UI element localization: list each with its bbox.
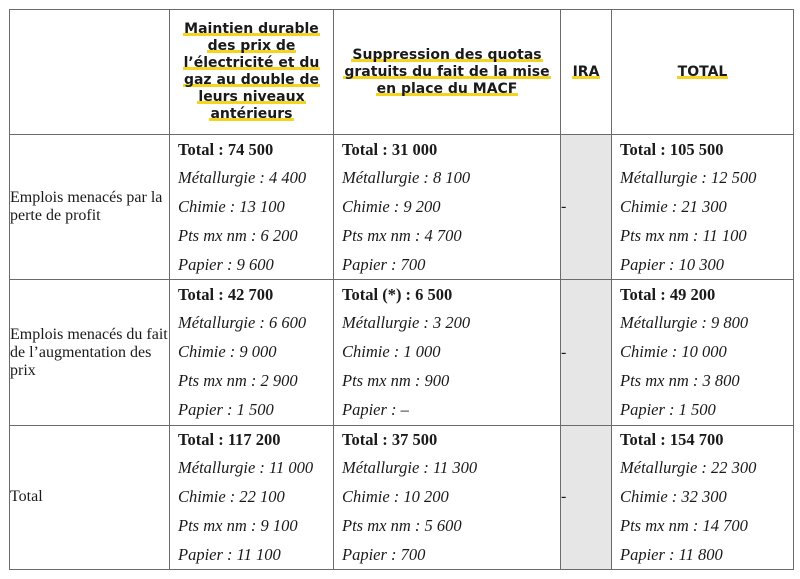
sector-value: Pts mx nm : 3 800 (620, 371, 740, 391)
sector-value: Pts mx nm : 14 700 (620, 515, 748, 535)
sector-value: Papier : 700 (342, 254, 426, 274)
sector-value: Chimie : 32 300 (620, 486, 727, 506)
sector-value: Métallurgie : 4 400 (178, 167, 307, 187)
cell-energy-prices (170, 425, 334, 569)
sector-value: Chimie : 10 200 (342, 486, 449, 506)
sector-value: Papier : 11 800 (620, 544, 723, 564)
row-label: Total (10, 425, 170, 569)
sector-value: Chimie : 9 000 (178, 342, 277, 362)
cell-total-value: Total (*) : 6 500 (342, 285, 453, 305)
sector-value: Métallurgie : 11 300 (342, 457, 478, 477)
cell-free-quotas-macf (334, 280, 561, 425)
sector-value: Métallurgie : 8 100 (342, 167, 471, 187)
table-row (10, 425, 794, 569)
sector-value: Papier : – (342, 400, 409, 420)
sector-value: Papier : 11 100 (178, 544, 281, 564)
sector-value: Pts mx nm : 11 100 (620, 225, 747, 245)
cell-total-value: Total : 105 500 (620, 139, 724, 159)
cell-total-value: Total : 74 500 (178, 139, 274, 159)
cell-ira: - (561, 135, 612, 280)
sector-value: Chimie : 22 100 (178, 486, 285, 506)
sector-value: Papier : 9 600 (178, 254, 274, 274)
sector-value: Chimie : 21 300 (620, 196, 727, 216)
sector-value: Papier : 700 (342, 544, 426, 564)
header-energy-prices: Maintien durable des prix de l’électricité et du gaz au double de leurs niveaux antérieurs (170, 10, 334, 135)
sector-value: Métallurgie : 22 300 (620, 457, 757, 477)
sector-value: Métallurgie : 3 200 (342, 313, 471, 333)
sector-value: Métallurgie : 11 000 (178, 457, 314, 477)
sector-value: Métallurgie : 12 500 (620, 167, 757, 187)
cell-total-value: Total : 117 200 (178, 429, 281, 449)
row-label: Emplois menacés par la perte de profit (10, 135, 170, 280)
table-row (10, 135, 794, 280)
cell-total (612, 280, 794, 425)
sector-value: Papier : 1 500 (178, 400, 274, 420)
cell-ira: - (561, 425, 612, 569)
cell-total-value: Total : 42 700 (178, 285, 274, 305)
cell-total-value: Total : 31 000 (342, 139, 438, 159)
sector-value: Chimie : 1 000 (342, 342, 441, 362)
cell-total-value: Total : 37 500 (342, 429, 438, 449)
sector-value: Papier : 1 500 (620, 400, 716, 420)
sector-value: Pts mx nm : 4 700 (342, 225, 462, 245)
header-total: TOTAL (612, 10, 794, 135)
cell-total-value: Total : 154 700 (620, 429, 724, 449)
sector-value: Pts mx nm : 900 (342, 371, 450, 391)
sector-value: Métallurgie : 9 800 (620, 313, 749, 333)
sector-value: Pts mx nm : 9 100 (178, 515, 298, 535)
cell-free-quotas-macf (334, 135, 561, 280)
header-free-quotas-macf: Suppression des quotas gratuits du fait de la mise en place du MACF (334, 10, 561, 135)
header-row (10, 10, 794, 135)
employment-impact-table (9, 9, 794, 570)
table-row (10, 280, 794, 425)
sector-value: Chimie : 13 100 (178, 196, 285, 216)
sector-value: Papier : 10 300 (620, 254, 725, 274)
cell-energy-prices (170, 280, 334, 425)
header-empty-cell (10, 10, 170, 135)
cell-total (612, 135, 794, 280)
cell-free-quotas-macf (334, 425, 561, 569)
cell-total (612, 425, 794, 569)
sector-value: Chimie : 9 200 (342, 196, 441, 216)
cell-total-value: Total : 49 200 (620, 285, 716, 305)
header-ira: IRA (561, 10, 612, 135)
sector-value: Métallurgie : 6 600 (178, 313, 307, 333)
cell-energy-prices (170, 135, 334, 280)
sector-value: Pts mx nm : 2 900 (178, 371, 298, 391)
row-label: Emplois menacés du fait de l’augmentation des prix (10, 280, 170, 425)
sector-value: Pts mx nm : 6 200 (178, 225, 298, 245)
sector-value: Pts mx nm : 5 600 (342, 515, 462, 535)
cell-ira: - (561, 280, 612, 425)
sector-value: Chimie : 10 000 (620, 342, 727, 362)
